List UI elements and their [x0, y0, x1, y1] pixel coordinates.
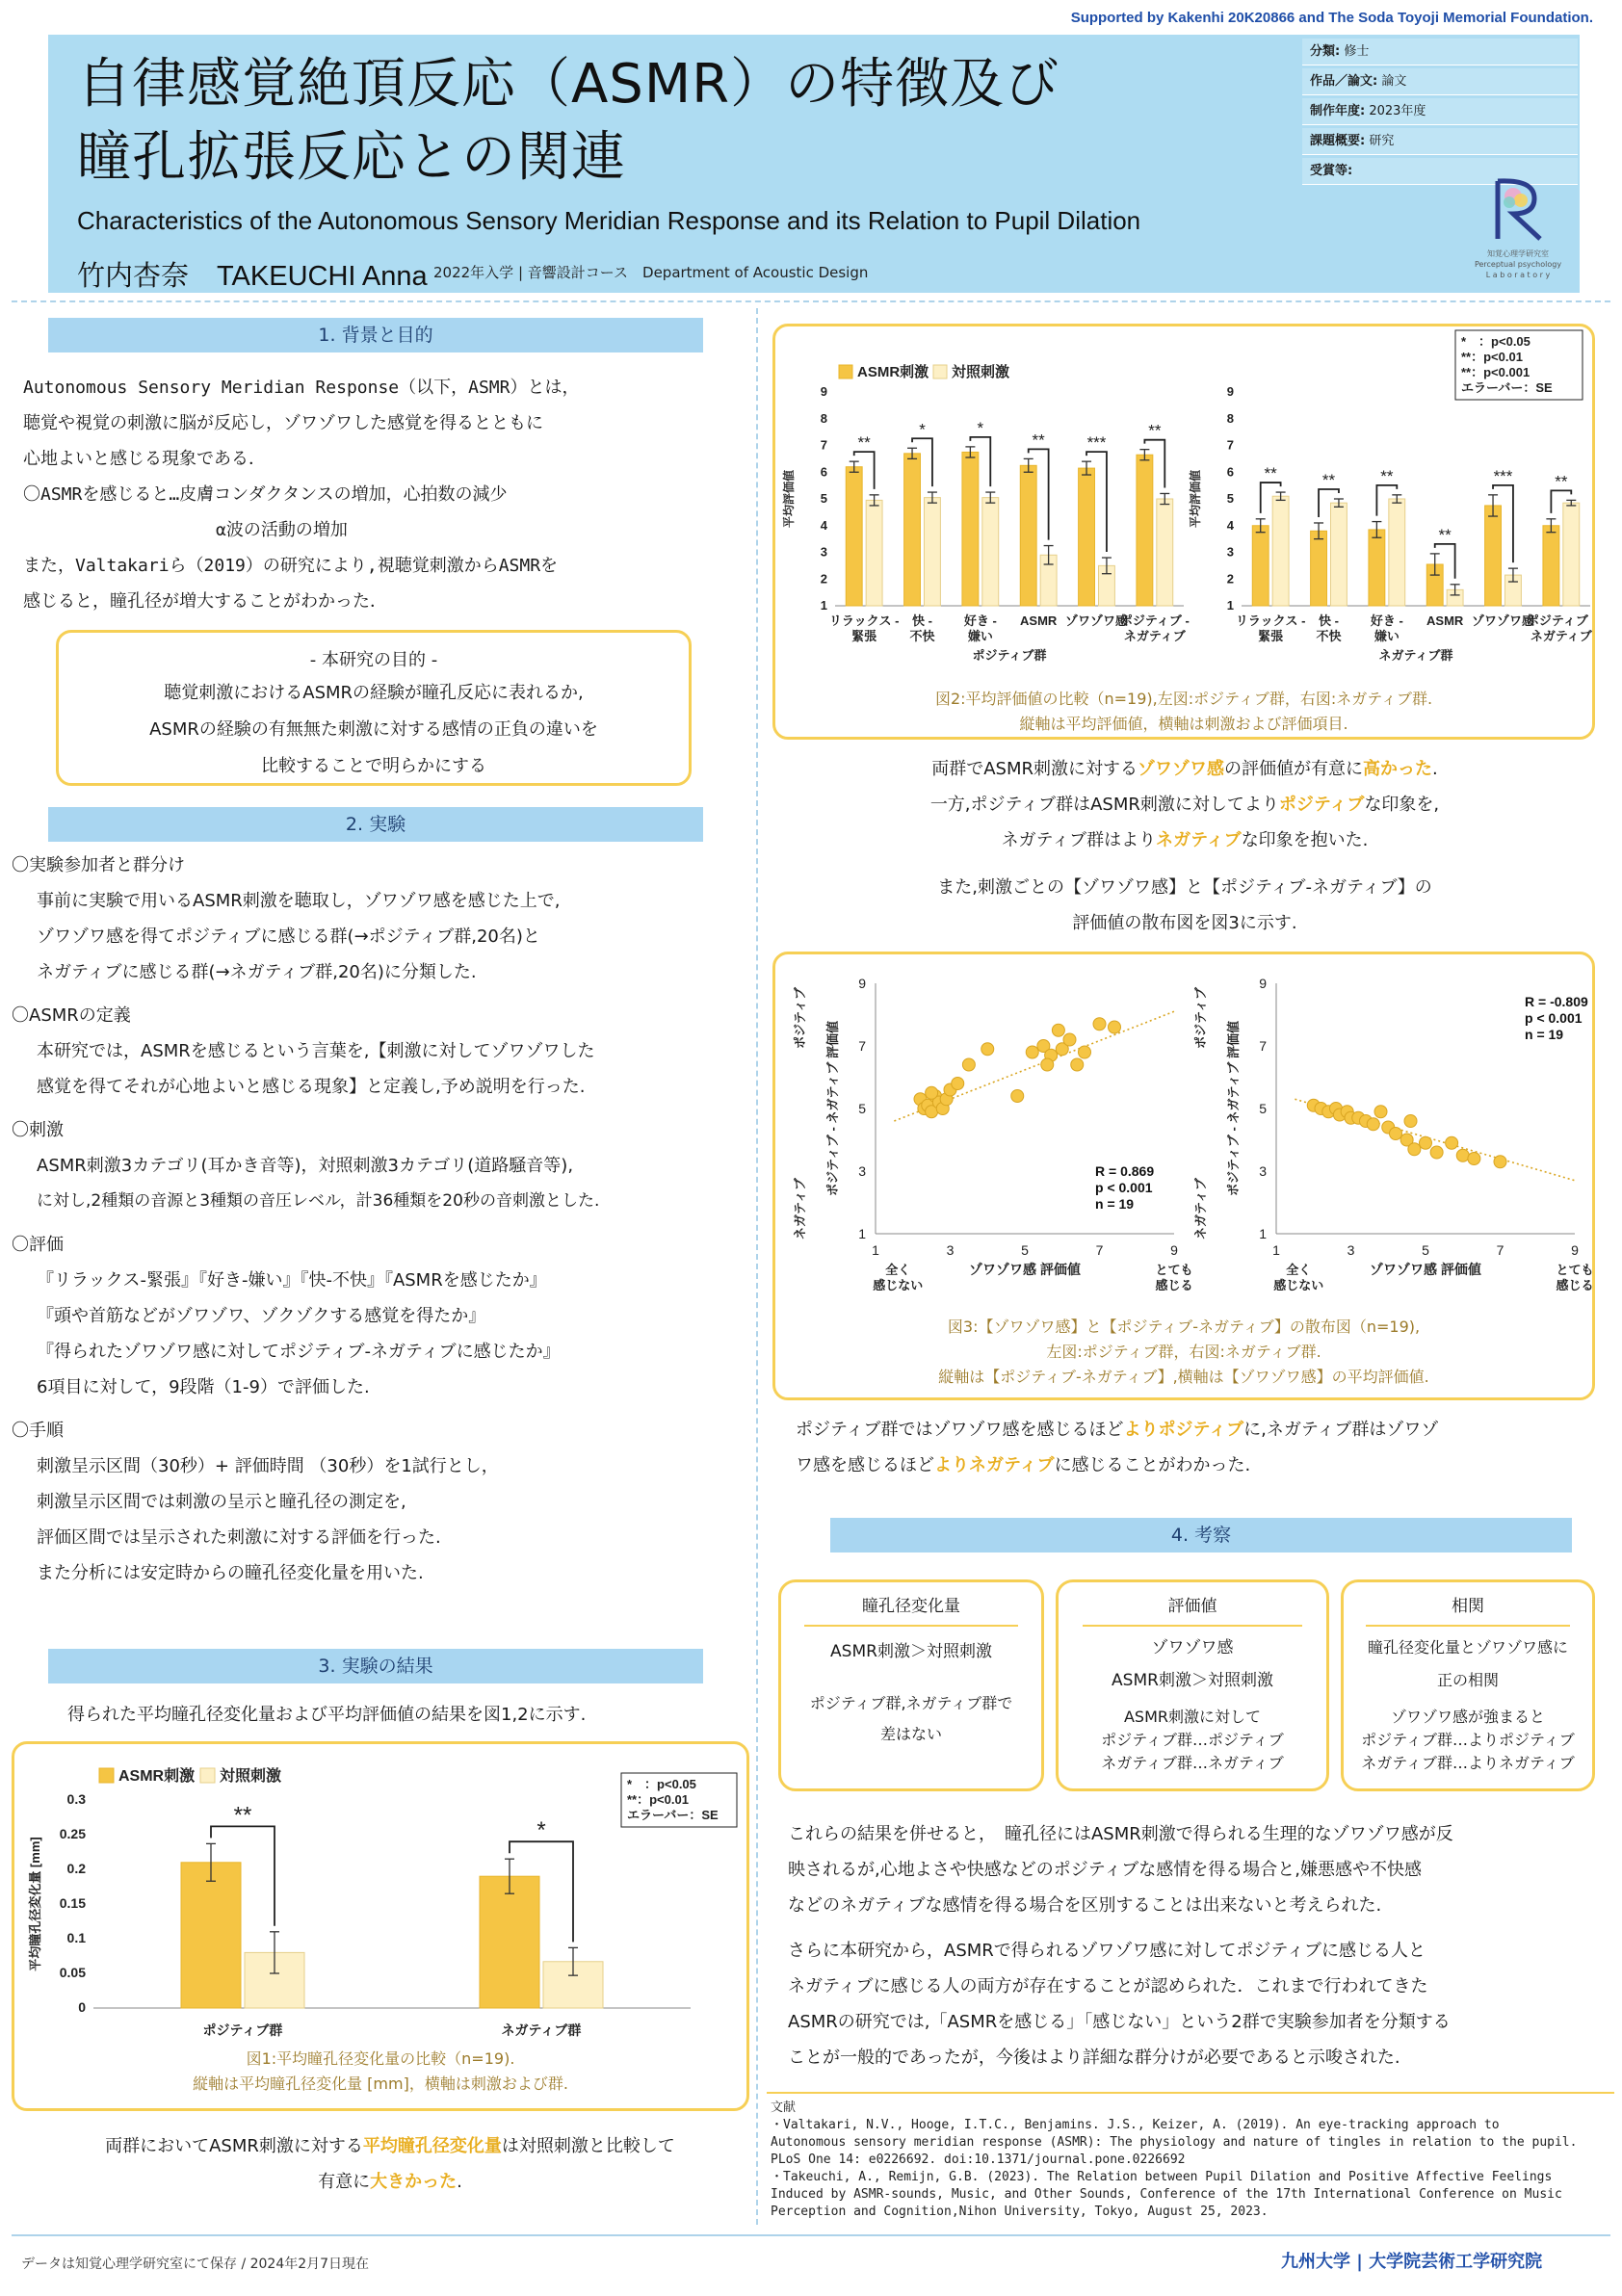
category-label: ネガティブ群 [501, 2022, 582, 2038]
y-tick-label: 2 [1226, 571, 1234, 587]
significance-legend-line: * ：p<0.05 [1461, 334, 1530, 349]
figure1-caption: 図1:平均瞳孔径変化量の比較（n=19). [246, 2049, 515, 2068]
y-tick-label: 1 [858, 1226, 866, 1241]
x-axis-label: ネガティブ群 [1378, 648, 1453, 663]
x-high-label: とても [1556, 1263, 1592, 1277]
category-label: 不快 [1316, 629, 1342, 643]
y-tick-label: 0.2 [66, 1861, 86, 1876]
x-axis-label: ゾワゾワ感 評価値 [969, 1262, 1081, 1277]
scatter-point [1041, 1058, 1054, 1071]
y-tick-label: 8 [820, 410, 827, 426]
y-tick-label: 3 [1259, 1163, 1267, 1179]
significance-label: ** [1148, 421, 1162, 440]
scatter-point [1071, 1058, 1084, 1071]
section-heading-results: 3. 実験の結果 [48, 1649, 703, 1683]
legend-swatch-asmr [99, 1768, 114, 1783]
figure3-caption: 図3:【ゾワゾワ感】と【ポジティブ-ネガティブ】の散布図（n=19), [947, 1318, 1421, 1336]
scatter-point [1063, 1033, 1076, 1046]
scatter-point [1367, 1118, 1379, 1131]
category-label: 緊張 [851, 629, 877, 643]
significance-label: * [536, 1817, 546, 1844]
background-text: Autonomous Sensory Meridian Response（以下，ASMR）とは， 聴覚や視覚の刺激に脳が反応し，ゾワゾワした感覚を得るとともに 心地よいと感じる現象である． 〇ASMRを感じると…皮膚コンダクタンスの増加，心拍数の減少 α波の活動の増加 また，Valtakariら（2019）の研究により,視聴覚刺激からASMRを 感じると，瞳孔径が増大することがわかった． [23, 378, 580, 612]
significance-label: ** [1555, 472, 1568, 491]
x-tick-label: 9 [1571, 1242, 1579, 1258]
footer-divider [12, 2234, 1610, 2236]
category-label: 好き - [1370, 613, 1403, 628]
figure3-discussion: ポジティブ群ではゾワゾワ感を感じるほどよりポジティブに,ネガティブ群はゾワゾ ワ感を感じるほどよりネガティブに感じることがわかった. [796, 1420, 1439, 1475]
legend-swatch-control [200, 1768, 215, 1783]
scatter-point [952, 1078, 964, 1090]
figure3-box [772, 952, 1595, 1400]
figure2-chart [775, 326, 1592, 683]
y-tick-label: 5 [820, 491, 827, 506]
bar-control [1389, 499, 1405, 606]
scatter-point [1026, 1046, 1038, 1058]
bar-asmr [846, 467, 862, 606]
discussion-box-pupil: 瞳孔径変化量 ASMR刺激＞対照刺激 ポジティブ群,ネガティブ群で 差はない [778, 1579, 1044, 1791]
y-tick-label: 5 [858, 1101, 866, 1116]
bar-asmr [904, 454, 921, 606]
significance-label: ** [857, 433, 871, 453]
significance-legend-line: * ：p<0.05 [627, 1777, 696, 1791]
scatter-point [1404, 1115, 1417, 1128]
y-tick-label: 5 [1226, 491, 1234, 506]
bar-asmr [1020, 465, 1036, 606]
legend-label: 対照刺激 [952, 364, 1010, 380]
figure3-caption-3: 縦軸は【ポジティブ-ネガティブ】,横軸は【ゾワゾワ感】の平均評価値. [938, 1368, 1429, 1386]
x-high-label: 感じる [1155, 1278, 1193, 1292]
results-conclusion: 両群においてASMR刺激に対する平均瞳孔径変化量は対照刺激と比較して 有意に大きかった. [105, 2136, 675, 2192]
significance-label: * [977, 418, 984, 437]
legend-swatch-control [933, 365, 947, 378]
x-tick-label: 9 [1170, 1242, 1178, 1258]
figure2-caption: 図2:平均評価値の比較（n=19),左図:ポジティブ群，右図:ネガティブ群. [934, 690, 1433, 708]
category-label: 快 - [912, 613, 932, 628]
header-banner [48, 35, 1580, 293]
legend-label: 対照刺激 [220, 1768, 282, 1785]
y-tick-label: 9 [1226, 384, 1234, 399]
y-tick-label: 0.1 [66, 1930, 86, 1945]
bar-control [982, 498, 999, 606]
x-low-label: 全く [1286, 1263, 1312, 1277]
scatter-point [1390, 1128, 1402, 1140]
y-tick-label: 5 [1259, 1101, 1267, 1116]
figure2-box [772, 324, 1595, 740]
meta-row: 制作年度: 2023年度 [1302, 98, 1578, 125]
y-tick-label: 7 [1226, 437, 1234, 453]
category-label: ネガティブ [1123, 629, 1186, 643]
category-label: 快 - [1319, 613, 1339, 628]
y-tick-label: 9 [858, 976, 866, 991]
y-axis-label: ポジティブ - ネガティブ 評価値 [825, 1020, 840, 1197]
category-label: 緊張 [1258, 629, 1284, 643]
y-tick-label: 3 [820, 544, 827, 560]
category-label: リラックス - [828, 613, 900, 628]
y-tick-label: 7 [820, 437, 827, 453]
y-tick-label: 9 [1259, 976, 1267, 991]
footer-note: データは知覚心理学研究室にて保存 / 2024年2月7日現在 [21, 2257, 370, 2272]
figure3-caption-2: 左図:ポジティブ群，右図:ネガティブ群. [1046, 1343, 1321, 1361]
category-label: 嫌い [1373, 629, 1400, 643]
x-tick-label: 5 [1021, 1242, 1029, 1258]
y-tick-label: 3 [858, 1163, 866, 1179]
y-bottom-label: ネガティブ [1193, 1178, 1208, 1239]
significance-label: ** [1264, 464, 1277, 483]
figure1-box [12, 1741, 749, 2111]
bar-control [1331, 503, 1347, 606]
x-axis-label: ポジティブ群 [972, 648, 1047, 663]
x-tick-label: 3 [946, 1242, 955, 1258]
lab-logo-icon [1484, 175, 1552, 245]
y-tick-label: 4 [820, 517, 827, 533]
scatter-point [1468, 1153, 1480, 1165]
legend-label: ASMR刺激 [118, 1768, 196, 1785]
correlation-stat: n = 19 [1525, 1027, 1564, 1042]
legend-label: ASMR刺激 [857, 364, 929, 380]
correlation-stat: p < 0.001 [1095, 1180, 1153, 1195]
category-label: ネガティブ [1530, 629, 1592, 643]
significance-legend-line: エラーバー：SE [1461, 380, 1553, 395]
discussion-text: これらの結果を併せると， 瞳孔径にはASMR刺激で得られる生理的なゾワゾワ感が反 映されるが,心地よさや快感などのポジティブな感情を得る場合と,嫌悪感や不快感 などのネガティブな感情を得る場合を区別することは出来ないと考えられた. さらに本研究から，ASMRで得られるゾワゾワ感に対してポジティブに感じる人と ネガティブに感じる人の両方が存在することが認められた．これまで行われてきた ASMRの研究では,「ASMRを感じる」「感じない」という2群で実験参加者を分類する ことが一般的であったが，今後はより詳細な群分けが必要であると示唆された. [788, 1824, 1453, 2068]
x-tick-label: 3 [1347, 1242, 1355, 1258]
section-heading-discussion: 4. 考察 [830, 1518, 1572, 1552]
figure1-caption-2: 縦軸は平均瞳孔径変化量 [mm]，横軸は刺激および群. [193, 2074, 568, 2093]
category-label: ポジティブ群 [202, 2022, 283, 2038]
scatter-point [981, 1043, 994, 1056]
x-high-label: 感じる [1556, 1278, 1592, 1292]
category-label: ポジティブ - [1119, 613, 1190, 628]
bar-asmr [1485, 506, 1502, 606]
y-tick-label: 0.15 [59, 1895, 86, 1911]
y-tick-label: 0 [78, 1999, 86, 2015]
y-axis-label: 平均評価値 [782, 469, 796, 529]
figure2-caption-2: 縦軸は平均評価値，横軸は刺激および評価項目. [1019, 715, 1348, 733]
scatter-point [1011, 1090, 1024, 1103]
y-top-label: ポジティブ [1193, 987, 1208, 1049]
support-note: Supported by Kakenhi 20K20866 and The Soda Toyoji Memorial Foundation. [1070, 10, 1593, 26]
meta-row: 作品／論文: 論文 [1302, 68, 1578, 95]
y-tick-label: 1 [820, 598, 827, 613]
discussion-box-rating: 評価値 ゾワゾワ感 ASMR刺激＞対照刺激 ASMR刺激に対して ポジティブ群…ポジティブ ネガティブ群…ネガティブ [1056, 1579, 1329, 1791]
bar-asmr [1079, 468, 1095, 606]
bar-asmr [1311, 531, 1327, 606]
meta-table [1302, 39, 1578, 188]
y-tick-label: 8 [1226, 410, 1234, 426]
x-low-label: 感じない [1273, 1278, 1324, 1292]
correlation-stat: p < 0.001 [1525, 1010, 1583, 1026]
scatter-point [1408, 1143, 1421, 1156]
bar-control [1563, 503, 1580, 606]
author-name: 竹内杏奈 TAKEUCHI Anna [77, 261, 428, 292]
x-low-label: 感じない [873, 1278, 924, 1292]
scatter-point [1093, 1018, 1106, 1031]
section-heading-experiment: 2. 実験 [48, 807, 703, 842]
author-meta: 2022年入学 | 音響設計コース Department of Acoustic Design [433, 264, 869, 281]
page-title-en: Characteristics of the Autonomous Sensory Meridian Response and its Relation to Pupil Dilation [77, 206, 1141, 235]
correlation-stat: n = 19 [1095, 1196, 1135, 1212]
y-axis-label: 平均瞳孔径変化量 [mm] [28, 1837, 42, 1971]
y-tick-label: 7 [858, 1038, 866, 1054]
figure3-chart [775, 954, 1592, 1311]
legend-swatch-asmr [839, 365, 852, 378]
page-title: 自律感覚絶頂反応（ASMR）の特徴及び 瞳孔拡張反応との関連 [77, 53, 1060, 189]
correlation-stat: R = 0.869 [1095, 1163, 1155, 1179]
x-tick-label: 7 [1095, 1242, 1104, 1258]
scatter-point [1420, 1136, 1432, 1149]
purpose-title: - 本研究の目的 - [309, 650, 438, 670]
significance-label: ** [1380, 466, 1394, 485]
y-axis-label: ポジティブ - ネガティブ 評価値 [1226, 1020, 1241, 1197]
bar-asmr [1137, 455, 1153, 606]
scatter-point [1494, 1156, 1506, 1168]
significance-label: * [919, 420, 926, 439]
y-top-label: ポジティブ [793, 987, 807, 1049]
discussion-box-correlation: 相関 瞳孔径変化量とゾワゾワ感に 正の相関 ゾワゾワ感が強まると ポジティブ群…よりポジティブ ネガティブ群…よりネガティブ [1341, 1579, 1595, 1791]
y-tick-label: 1 [1259, 1226, 1267, 1241]
lab-logo: 知覚心理学研究室 Perceptual psychology L a b o r a t o r y [1460, 175, 1576, 283]
y-tick-label: 0.3 [66, 1791, 86, 1807]
scatter-point [1052, 1024, 1064, 1036]
significance-legend-line: **：p<0.01 [627, 1792, 689, 1807]
scatter-point [1079, 1046, 1091, 1058]
scatter-point [1430, 1146, 1443, 1159]
header-divider [12, 300, 1610, 302]
bar-control [1157, 499, 1173, 606]
scatter-point [962, 1058, 975, 1071]
category-label: ASMR [1020, 613, 1058, 628]
category-label: ゾワゾワ感 [1471, 613, 1535, 628]
bar-control [866, 500, 882, 606]
figure2-discussion: 両群でASMR刺激に対するゾワゾワ感の評価値が有意に高かった. 一方,ポジティブ群はASMR刺激に対してよりポジティブな印象を, ネガティブ群はよりネガティブな印象を抱いた. また,刺激ごとの【ゾワゾワ感】と【ポジティブ-ネガティブ】の 評価値の散布図を図3に示す. [929, 759, 1440, 933]
y-tick-label: 9 [820, 384, 827, 399]
significance-label: *** [1493, 466, 1513, 485]
references-divider [767, 2092, 1614, 2094]
category-label: リラックス - [1235, 613, 1306, 628]
y-tick-label: 0.25 [59, 1826, 86, 1841]
category-label: 嫌い [967, 629, 993, 643]
y-tick-label: 6 [820, 464, 827, 480]
y-tick-label: 3 [1226, 544, 1234, 560]
purpose-box: - 本研究の目的 - 聴覚刺激におけるASMRの経験が瞳孔反応に表れるか, ASMRの経験の有無無た刺激に対する感情の正負の違いを 比較することで明らかにする [56, 630, 692, 786]
scatter-point [926, 1086, 938, 1099]
bar-asmr [1252, 526, 1269, 606]
bar-control [1272, 496, 1289, 606]
x-tick-label: 5 [1422, 1242, 1429, 1258]
y-tick-label: 0.05 [59, 1965, 86, 1980]
y-tick-label: 4 [1226, 517, 1234, 533]
bar-asmr [181, 1863, 241, 2008]
x-tick-label: 1 [872, 1242, 879, 1258]
meta-row: 分類: 修士 [1302, 39, 1578, 65]
bar-asmr [480, 1876, 539, 2008]
figure1-chart [14, 1744, 746, 2043]
scatter-point [1446, 1136, 1458, 1149]
scatter-point [1374, 1106, 1387, 1118]
category-label: 不快 [909, 629, 935, 643]
y-tick-label: 1 [1226, 598, 1234, 613]
y-tick-label: 6 [1226, 464, 1234, 480]
references: 文献 ・Valtakari, N.V., Hooge, I.T.C., Benjamins. J.S., Keizer, A. (2019). An eye-tracking approach to Autonomous sensory meridian response (ASMR): The physiology and nature of tingles in relation to the pupil. PLoS One 14: e0226692. doi:10.1371/journal.pone.0226692 ・Takeuchi, A., Remijn, G.B. (2023). The Relation between Pupil Dilation and Positive Affective Feelings Induced by ASMR-sounds, Music, and Other Sounds, Conference of the 17th International Conference on Music Perception and Cognition,Nihon University, Tokyo, August 25, 2023. [771, 2100, 1578, 2219]
category-label: ASMR [1426, 613, 1464, 628]
meta-row: 受賞等: [1302, 158, 1578, 185]
x-tick-label: 7 [1496, 1242, 1504, 1258]
category-label: 好き - [963, 613, 997, 628]
significance-legend-line: **：p<0.001 [1461, 365, 1530, 379]
meta-row: 課題概要: 研究 [1302, 128, 1578, 155]
category-label: ゾワゾワ感 [1064, 613, 1129, 628]
significance-label: ** [1032, 430, 1045, 450]
significance-label: ** [233, 1802, 252, 1829]
bar-asmr [1543, 526, 1559, 606]
bar-asmr [962, 452, 979, 606]
x-axis-label: ゾワゾワ感 評価値 [1370, 1262, 1481, 1277]
university-logo: 九州大学 | 大学院芸術工学研究院 [1281, 2252, 1543, 2272]
section-heading-background: 1. 背景と目的 [48, 318, 703, 352]
significance-legend-line: エラーバー：SE [627, 1808, 719, 1822]
y-tick-label: 7 [1259, 1038, 1267, 1054]
x-tick-label: 1 [1272, 1242, 1280, 1258]
y-axis-label: 平均評価値 [1189, 469, 1202, 529]
experiment-text: 〇実験参加者と群分け 事前に実験で用いるASMR刺激を聴取し，ゾワゾワ感を感じた上で, ゾワゾワ感を得てポジティブに感じる群(→ポジティブ群,20名)と ネガティブに感じる群(→ネガティブ群,20名)に分類した. 〇ASMRの定義 本研究では，ASMRを感じるという言葉を,【刺激に対してゾワゾワした 感覚を得てそれが心地よいと感じる現象】と定義し,予め説明を行った. 〇刺激 ASMR刺激3カテゴリ(耳かき音等)，対照刺激3カテゴリ(道路騒音等), に対し,2種類の音源と3種類の音圧レベル，計36種類を20秒の音刺激とした. 〇評価 『リラックス-緊張』『好き-嫌い』『快-不快』『ASMRを感じたか』 『頭や首筋などがゾワゾワ、ゾクゾクする感覚を得たか』 『得られたゾワゾワ感に対してポジティブ-ネガティブに感じたか』 6項目に対して，9段階（1-9）で評価した. 〇手順 刺激呈示区間（30秒）+ 評価時間 （30秒）を1試行とし， 刺激呈示区間では刺激の呈示と瞳孔径の測定を, 評価区間では呈示された刺激に対する評価を行った. また分析には安定時からの瞳孔径変化量を用いた. [12, 855, 600, 1583]
significance-label: ** [1321, 471, 1336, 489]
scatter-point [1456, 1149, 1469, 1161]
scatter-point [1109, 1021, 1121, 1033]
category-label: ポジティブ - [1526, 613, 1592, 628]
bar-control [925, 498, 941, 606]
x-high-label: とても [1155, 1263, 1193, 1277]
bar-asmr [1369, 530, 1385, 606]
column-divider [756, 308, 758, 2225]
significance-legend-line: **：p<0.01 [1461, 350, 1523, 364]
correlation-stat: R = -0.809 [1525, 994, 1588, 1009]
significance-label: ** [1438, 525, 1452, 544]
significance-label: *** [1086, 433, 1107, 453]
y-tick-label: 2 [820, 571, 827, 587]
results-intro: 得られた平均瞳孔径変化量および平均評価値の結果を図1,2に示す. [67, 1705, 587, 1725]
y-bottom-label: ネガティブ [793, 1178, 807, 1239]
x-low-label: 全く [885, 1263, 911, 1277]
